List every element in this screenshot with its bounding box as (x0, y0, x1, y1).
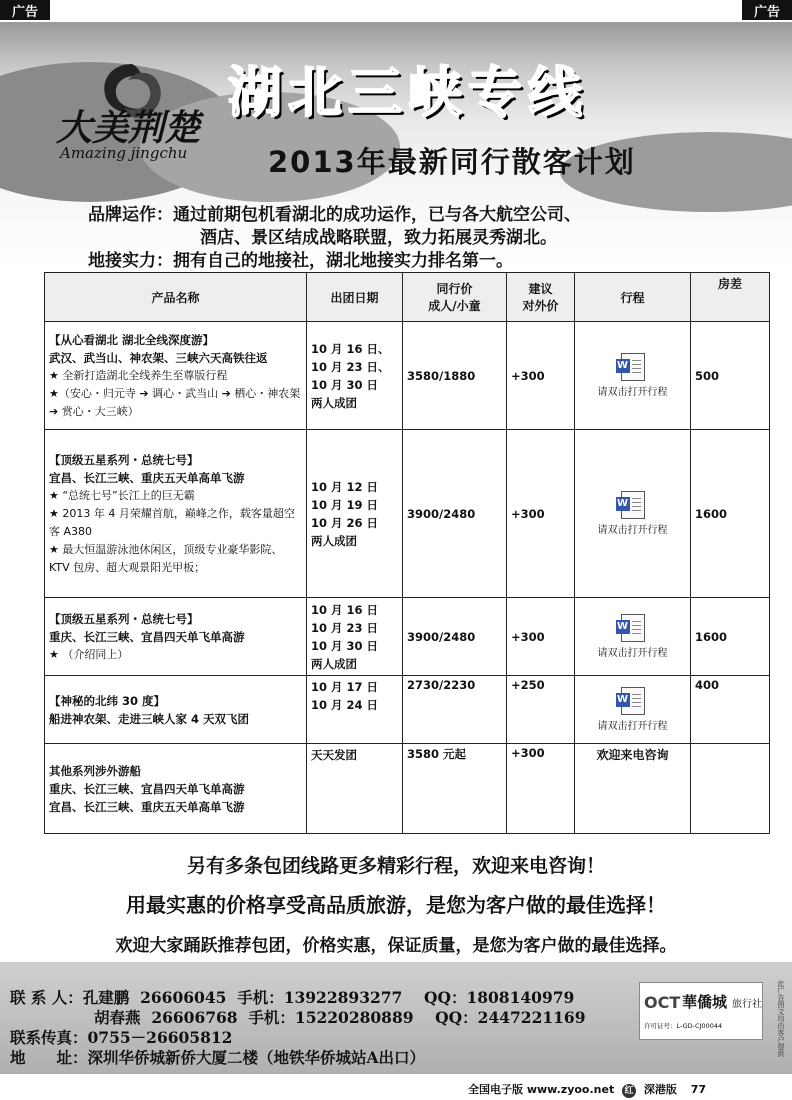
product-note: ★ 最大恒温游泳池休闲区，顶级专业豪华影院、KTV 包房、超大观景阳光甲板； (49, 542, 283, 574)
itinerary-cell[interactable] (575, 430, 691, 598)
date-line: 10 月 12 日 (311, 479, 379, 494)
fax-label: 联系传真： (10, 1028, 88, 1047)
itinerary-label: 请双击打开行程 (597, 648, 668, 659)
table-header-row (45, 273, 770, 322)
header-price (403, 273, 507, 322)
contact-2-qq: 2447221169 (477, 1008, 586, 1027)
date-line: 两人成团 (311, 395, 357, 410)
header-price-l1: 同行价 (436, 282, 473, 296)
product-line: 宜昌、长江三峡、重庆五天单高单飞游 (49, 470, 245, 485)
date-line: 10 月 26 日 (311, 515, 379, 530)
side-note: 此广告图文均由客户提供 (777, 980, 785, 1057)
ad-tag-right: 广告 (742, 0, 792, 20)
contact-label: 联 系 人： (10, 988, 83, 1007)
price-cell: 2730/2230 (403, 676, 507, 744)
intro-brand-line2: 酒店、景区结成战略联盟，致力拓展灵秀湖北。 (200, 228, 557, 248)
contact-1-name: 孔建鹏 (82, 988, 130, 1007)
product-note: ★ 2013 年 4 月荣耀首航，巅峰之作，载客量超空客 A380 (49, 506, 295, 538)
header-suggest-l1: 建议 (528, 282, 553, 296)
mobile-label-1: 手机： (237, 988, 284, 1007)
contact-1-qq: 1808140979 (466, 988, 575, 1007)
price-cell: 3580 元起 (403, 744, 507, 834)
product-note: ★ 全新打造湖北全线养生至尊版行程 (49, 368, 228, 382)
date-line: 10 月 17 日 (311, 680, 379, 694)
itinerary-label: 请双击打开行程 (597, 387, 668, 398)
itinerary-label: 请双击打开行程 (597, 721, 668, 732)
word-document-icon[interactable]: W (621, 614, 645, 642)
header-diff: 房差 (691, 273, 770, 322)
product-cell (45, 322, 307, 430)
word-document-icon[interactable]: W (621, 491, 645, 519)
contact-2-name: 胡春燕 (94, 1008, 141, 1027)
product-line: 重庆、长江三峡、宜昌四天单飞单高游 (49, 781, 245, 796)
product-line: 【顶级五星系列・总统七号】 (49, 611, 199, 626)
mobile-label-2: 手机： (248, 1008, 295, 1027)
footer-bar (468, 1081, 706, 1098)
dates-cell (307, 430, 403, 598)
header-product: 产品名称 (45, 273, 307, 322)
room-diff-cell: 1600 (691, 598, 770, 676)
oct-name: 華僑城 (682, 993, 728, 1011)
date-line: 10 月 30 日 (311, 377, 379, 392)
product-line: 其他系列涉外游船 (49, 763, 141, 778)
oct-suffix: 旅行社 (732, 999, 762, 1010)
slogan-1: 另有多条包团线路更多精彩行程，欢迎来电咨询！ (186, 855, 605, 877)
product-line: 船进神农架、走进三峡人家 4 天双飞团 (49, 711, 250, 726)
dates-cell (307, 322, 403, 430)
header-itinerary: 行程 (575, 273, 691, 322)
brand-name-en: Amazing jingchu (60, 144, 188, 162)
date-line: 10 月 24 日 (311, 698, 379, 712)
itinerary-cell (575, 744, 691, 834)
product-line: 【顶级五星系列・总统七号】 (49, 452, 199, 467)
qq-label-2: QQ： (435, 1008, 478, 1027)
table-row (45, 430, 770, 598)
header-suggest-l2: 对外价 (522, 299, 559, 313)
oct-license: 许可证号：L-GD-CJ00044 (644, 1022, 723, 1030)
itinerary-cell[interactable] (575, 676, 691, 744)
contact-2-mobile: 15220280889 (294, 1008, 414, 1027)
product-cell (45, 598, 307, 676)
price-cell: 3580/1880 (403, 322, 507, 430)
contact-row-2 (94, 1006, 586, 1028)
fax-number: 0755－26605812 (87, 1028, 233, 1047)
itinerary-label: 欢迎来电咨询 (596, 748, 669, 762)
qq-label-1: QQ： (423, 988, 467, 1007)
intro-ground-text: 拥有自己的地接社，湖北地接实力排名第一。 (173, 251, 513, 271)
footer-edition: 深港版 (643, 1083, 677, 1096)
product-line: 【神秘的北纬 30 度】 (49, 693, 166, 708)
room-diff-cell: 400 (691, 676, 770, 744)
intro-brand (88, 200, 581, 225)
date-line: 天天发团 (311, 748, 357, 762)
dates-cell (307, 744, 403, 834)
footer-site: 全国电子版 www.zyoo.net (468, 1083, 615, 1096)
intro-brand-label: 品牌运作： (88, 205, 173, 225)
footer-badge: 红 (622, 1084, 636, 1098)
product-cell (45, 676, 307, 744)
header-suggest (507, 273, 575, 322)
contact-1-tel: 26606045 (140, 988, 227, 1007)
date-line: 10 月 30 日 (311, 638, 379, 653)
product-line: 武汉、武当山、神农架、三峡六天高铁往返 (49, 350, 268, 365)
room-diff-cell: 1600 (691, 430, 770, 598)
header-price-l2: 成人/小童 (428, 299, 481, 313)
itinerary-cell[interactable] (575, 598, 691, 676)
product-cell (45, 430, 307, 598)
ad-tag-left: 广告 (0, 0, 50, 20)
contact-row-1 (10, 986, 574, 1008)
suggest-price-cell: +300 (507, 430, 575, 598)
suggest-price-cell: +300 (507, 598, 575, 676)
contact-fax (10, 1026, 232, 1048)
table-row (45, 322, 770, 430)
date-line: 10 月 23 日 (311, 620, 379, 635)
price-cell: 3900/2480 (403, 430, 507, 598)
date-line: 10 月 23 日、 (311, 359, 390, 374)
contact-1-mobile: 13922893277 (283, 988, 403, 1007)
page-subtitle: 2013年最新同行散客计划 (268, 145, 636, 179)
table-row (45, 744, 770, 834)
address-text: 深圳华侨城新侨大厦二楼（地铁华侨城站A出口） (87, 1048, 426, 1067)
product-line: 宜昌、长江三峡、重庆五天单高单飞游 (49, 799, 245, 814)
product-line: 重庆、长江三峡、宜昌四天单飞单高游 (49, 629, 245, 644)
price-table (44, 272, 770, 834)
table-row (45, 598, 770, 676)
room-diff-cell: 500 (691, 322, 770, 430)
date-line: 10 月 19 日 (311, 497, 379, 512)
product-note: ★（安心・归元寺 ➔ 调心・武当山 ➔ 栖心・神农架 ➔ 赏心・大三峡） (49, 386, 301, 418)
brand-name-cn: 大美荆楚 (56, 107, 201, 149)
suggest-price-cell: +300 (507, 744, 575, 834)
page-title: 湖北三峡专线 (228, 61, 588, 124)
room-diff-cell (691, 744, 770, 834)
suggest-price-cell: +300 (507, 322, 575, 430)
footer-page: 77 (690, 1083, 707, 1096)
header-dates: 出团日期 (307, 273, 403, 322)
oct-logo (639, 982, 763, 1040)
product-note: ★ （介绍同上） (49, 647, 129, 661)
intro-brand-text: 通过前期包机看湖北的成功运作，已与各大航空公司、 (173, 205, 581, 225)
table-row (45, 676, 770, 744)
contact-2-tel: 26606768 (151, 1008, 238, 1027)
word-document-icon[interactable]: W (621, 353, 645, 381)
contact-address (10, 1046, 425, 1068)
price-cell: 3900/2480 (403, 598, 507, 676)
intro-ground (88, 246, 513, 271)
product-note: ★ “总统七号”长江上的巨无霸 (49, 488, 195, 502)
itinerary-cell[interactable] (575, 322, 691, 430)
oct-logo-mark: OCT (644, 993, 681, 1012)
product-line: 【从心看湖北 湖北全线深度游】 (49, 332, 215, 347)
date-line: 10 月 16 日 (311, 602, 379, 617)
word-document-icon[interactable]: W (621, 687, 645, 715)
suggest-price-cell: +250 (507, 676, 575, 744)
slogan-2: 用最实惠的价格享受高品质旅游，是您为客户做的最佳选择！ (126, 893, 666, 917)
intro-ground-label: 地接实力： (88, 251, 173, 271)
dates-cell (307, 676, 403, 744)
dates-cell (307, 598, 403, 676)
address-label: 地 址： (10, 1048, 88, 1067)
date-line: 两人成团 (311, 656, 357, 671)
itinerary-label: 请双击打开行程 (597, 525, 668, 536)
date-line: 两人成团 (311, 533, 357, 548)
slogan-3: 欢迎大家踊跃推荐包团，价格实惠，保证质量，是您为客户做的最佳选择。 (115, 936, 677, 956)
product-cell (45, 744, 307, 834)
date-line: 10 月 16 日、 (311, 341, 390, 356)
